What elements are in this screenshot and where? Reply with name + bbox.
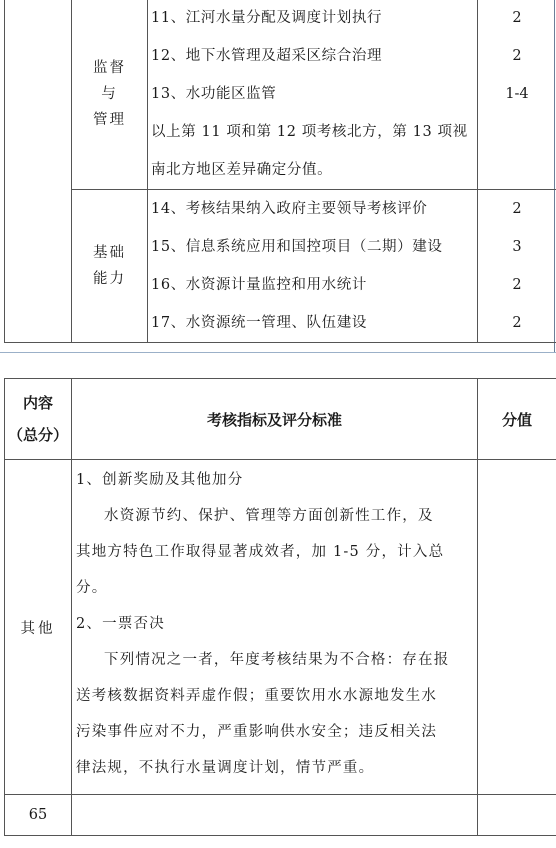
criteria-paragraph-line: 水资源节约、保护、管理等方面创新性工作，及 xyxy=(104,508,434,524)
criteria-paragraph-line: 下列情况之一者，年度考核结果为不合格：存在报 xyxy=(104,652,450,668)
score-cell-other xyxy=(478,460,556,795)
score-value: 2 xyxy=(512,201,522,217)
criteria-heading: 2、一票否决 xyxy=(76,616,165,632)
header-score-label: 分值 xyxy=(501,410,532,429)
category-other-label: 其他 xyxy=(20,620,56,637)
criteria-paragraph-line: 分。 xyxy=(76,580,108,596)
criteria-paragraph-line: 律法规，不执行水量调度计划，情节严重。 xyxy=(76,760,375,776)
total-score-value: 65 xyxy=(28,807,48,823)
blank-category-cell xyxy=(5,0,72,343)
total-row xyxy=(5,795,556,836)
category-other xyxy=(5,460,72,795)
score-value: 2 xyxy=(512,48,522,64)
header-content-cell xyxy=(5,379,72,460)
category-text-line: 与 xyxy=(101,86,118,102)
assessment-table-continued xyxy=(4,0,556,343)
header-criteria-cell xyxy=(72,379,478,460)
header-score-cell xyxy=(478,379,556,460)
table-row xyxy=(5,190,556,343)
score-value: 2 xyxy=(512,277,522,293)
criteria-note: 南北方地区差异确定分值。 xyxy=(151,162,333,178)
score-value: 2 xyxy=(512,315,522,331)
category-text-line: 基础 xyxy=(93,245,126,261)
page-gap xyxy=(0,352,556,373)
score-cell-basic xyxy=(478,190,556,343)
score-value: 2 xyxy=(512,10,522,26)
header-criteria-label: 考核指标及评分标准 xyxy=(206,410,342,429)
criteria-heading: 1、创新奖励及其他加分 xyxy=(76,472,244,488)
table-row xyxy=(5,0,556,190)
criteria-item: 15、信息系统应用和国控项目（二期）建设 xyxy=(151,239,443,255)
criteria-paragraph-line: 送考核数据资料弄虚作假；重要饮用水水源地发生水 xyxy=(76,688,438,704)
criteria-cell-basic xyxy=(148,190,478,343)
criteria-item: 11、江河水量分配及调度计划执行 xyxy=(151,10,383,26)
total-blank-cell xyxy=(72,795,478,836)
score-value: 1-4 xyxy=(505,86,529,102)
total-score-cell xyxy=(5,795,72,836)
assessment-table-other xyxy=(4,378,556,836)
score-cell-supervision xyxy=(478,0,556,190)
category-text-line: 监督 xyxy=(93,60,126,76)
criteria-note: 以上第 11 项和第 12 项考核北方，第 13 项视 xyxy=(151,124,468,140)
criteria-item: 16、水资源计量监控和用水统计 xyxy=(151,277,367,293)
category-text-line: 能力 xyxy=(93,271,126,287)
category-basic-capacity xyxy=(72,190,148,343)
table-row xyxy=(5,460,556,795)
criteria-paragraph-line: 污染事件应对不力，严重影响供水安全；违反相关法 xyxy=(76,724,438,740)
header-total-label: （总分） xyxy=(7,426,68,444)
total-blank-score-cell xyxy=(478,795,556,836)
criteria-cell-other xyxy=(72,460,478,795)
criteria-item: 12、地下水管理及超采区综合治理 xyxy=(151,48,383,64)
score-value: 3 xyxy=(512,239,522,255)
header-row xyxy=(5,379,556,460)
header-content-label: 内容 xyxy=(22,394,53,412)
criteria-paragraph-line: 其地方特色工作取得显著成效者，加 1-5 分，计入总 xyxy=(76,544,445,560)
criteria-item: 13、水功能区监管 xyxy=(151,86,277,102)
criteria-item: 14、考核结果纳入政府主要领导考核评价 xyxy=(151,201,428,217)
category-supervision xyxy=(72,0,148,190)
criteria-cell-supervision xyxy=(148,0,478,190)
criteria-item: 17、水资源统一管理、队伍建设 xyxy=(151,315,367,331)
category-text-line: 管理 xyxy=(93,112,126,128)
